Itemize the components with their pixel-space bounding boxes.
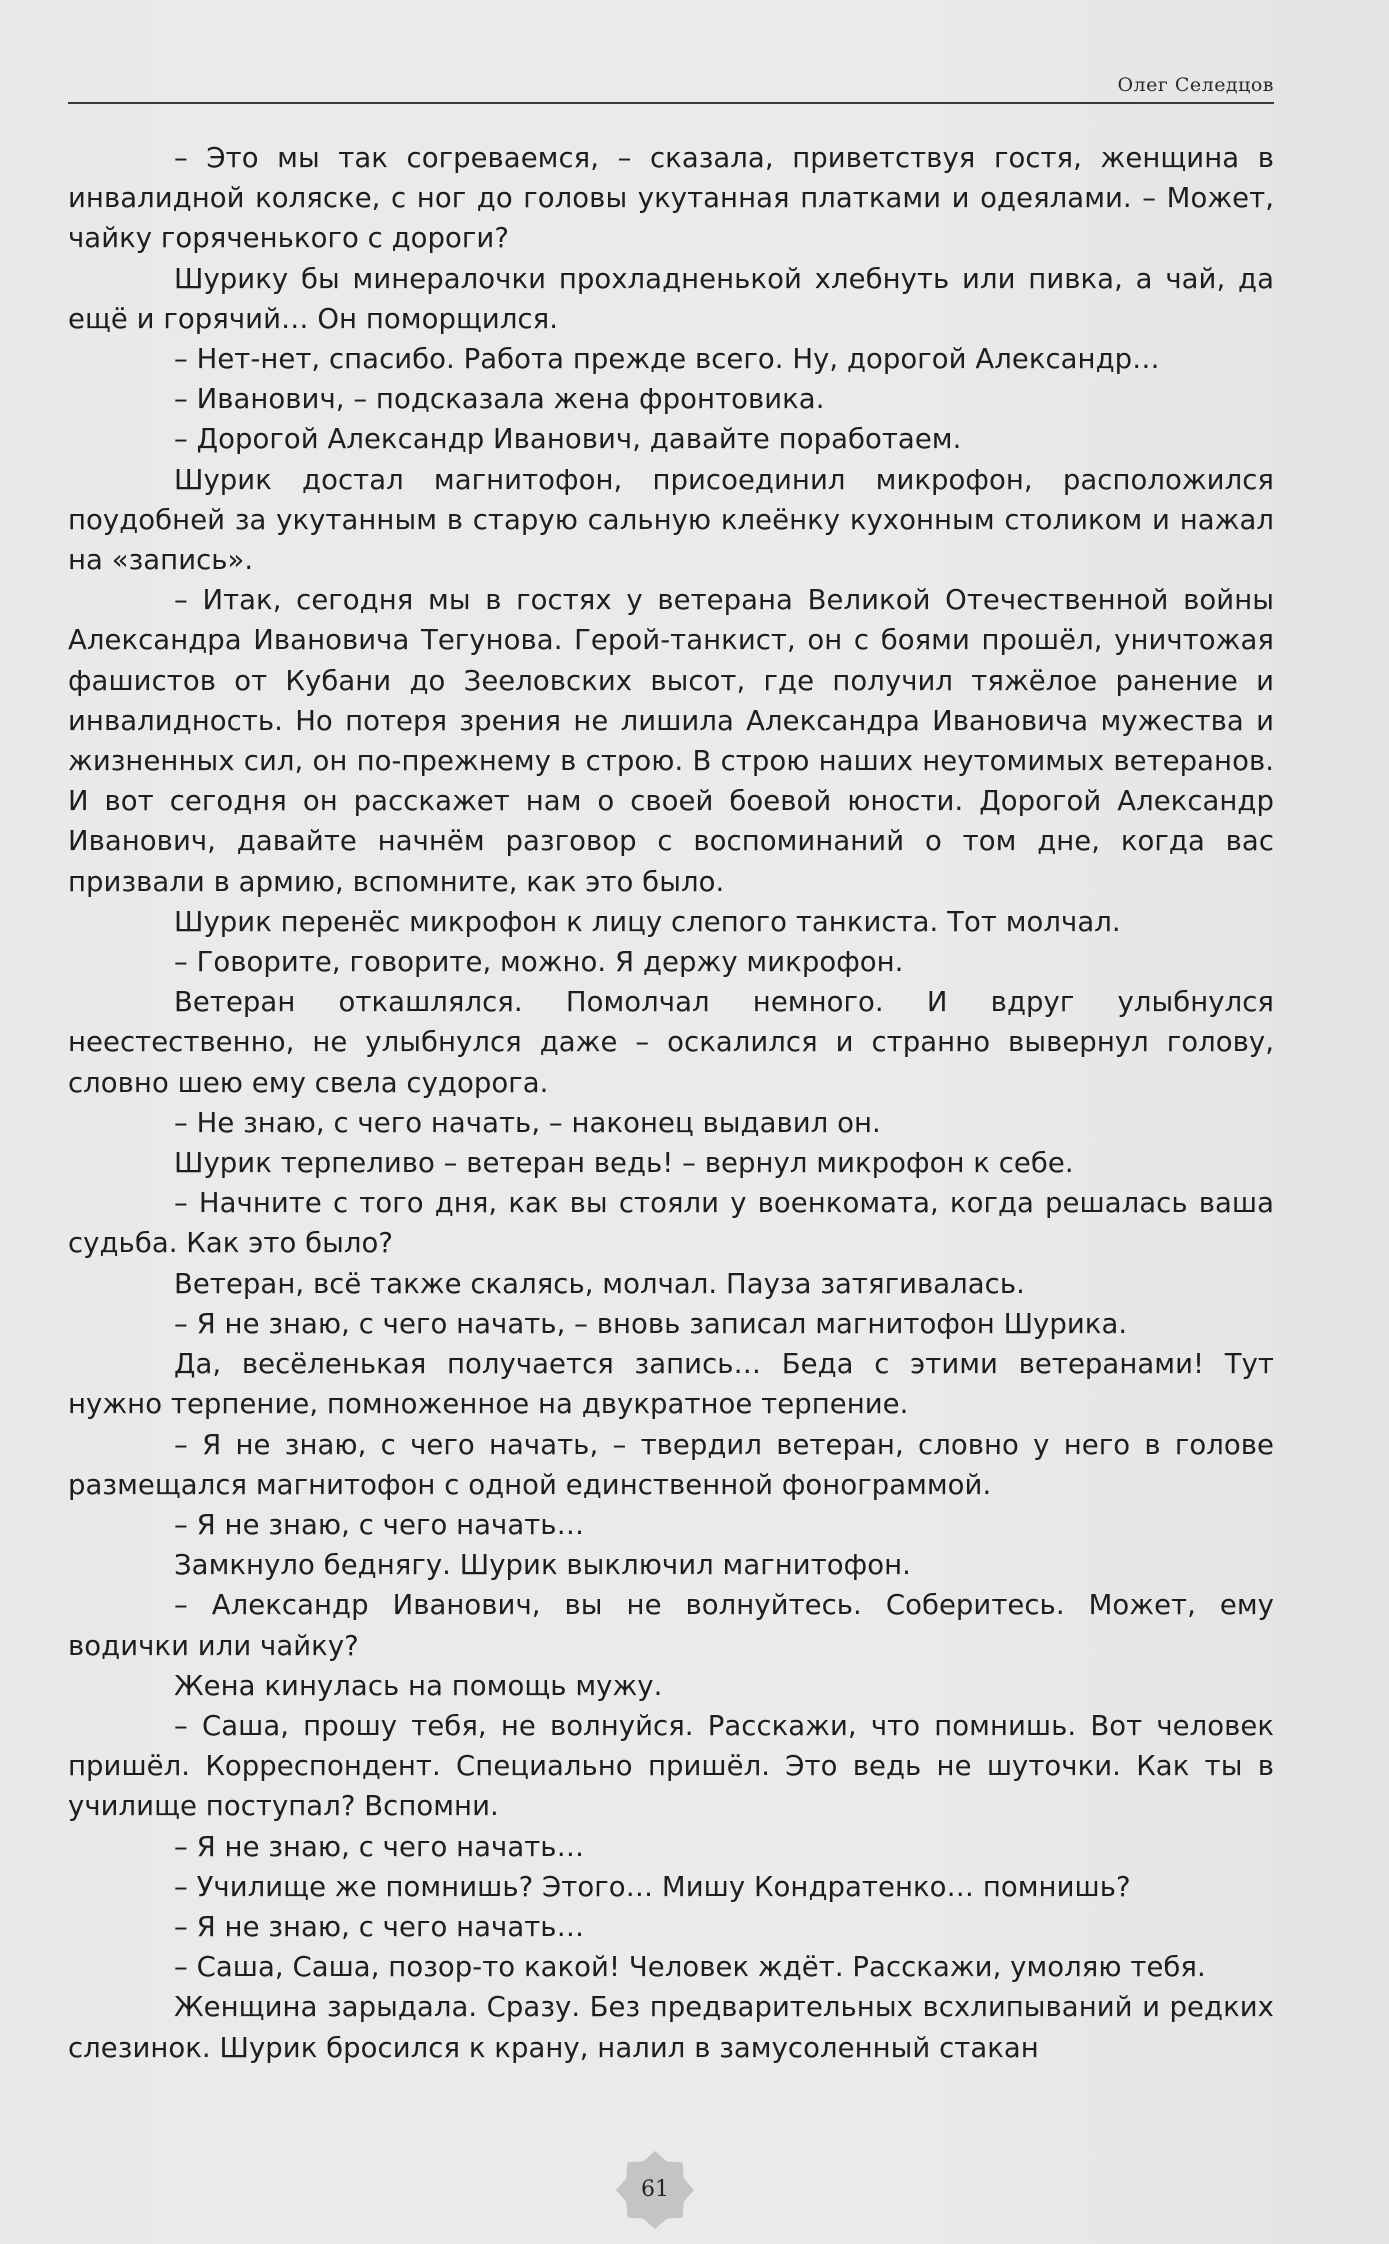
paragraph: – Я не знаю, с чего начать…	[174, 1910, 585, 1943]
paragraph: – Я не знаю, с чего начать, – твердил ветеран, словно у него в голове размещался магнитофон с одной единственной фонограммой.	[68, 1428, 1274, 1501]
body-text	[68, 138, 1274, 2068]
paragraph: – Это мы так согреваемся, – сказала, приветствуя гостя, женщина в инвалидной коляске, с ног до головы укутанная платками и одеялами. – Может, чайку горяченького с дороги?	[68, 142, 1274, 255]
header-rule	[68, 102, 1274, 104]
page-number: 61	[641, 2177, 669, 2202]
paragraph: Шурик терпеливо – ветеран ведь! – вернул микрофон к себе.	[174, 1147, 1074, 1180]
paragraph: – Я не знаю, с чего начать…	[174, 1830, 585, 1863]
paragraph: – Александр Иванович, вы не волнуйтесь. Соберитесь. Может, ему водички или чайку?	[68, 1589, 1274, 1662]
paragraph: Ветеран, всё также скалясь, молчал. Пауза затягивалась.	[174, 1267, 1025, 1300]
paragraph: – Я не знаю, с чего начать, – вновь записал магнитофон Шурика.	[174, 1307, 1128, 1340]
paragraph: Шурик перенёс микрофон к лицу слепого танкиста. Тот молчал.	[174, 905, 1121, 938]
paragraph: – Начните с того дня, как вы стояли у военкомата, когда решалась ваша судьба. Как это было?	[68, 1187, 1274, 1260]
paragraph: – Училище же помнишь? Этого… Мишу Кондратенко… помнишь?	[174, 1870, 1131, 1903]
paragraph: Замкнуло беднягу. Шурик выключил магнитофон.	[174, 1549, 911, 1582]
paragraph: – Саша, Саша, позор-то какой! Человек ждёт. Расскажи, умоляю тебя.	[174, 1951, 1206, 1984]
page-number-badge	[615, 2150, 695, 2230]
paragraph: – Иванович, – подсказала жена фронтовика.	[174, 383, 825, 416]
paragraph: Жена кинулась на помощь мужу.	[174, 1669, 663, 1702]
paragraph: Шурик достал магнитофон, присоединил микрофон, расположился поудобней за укутанным в старую сальную клеёнку кухонным столиком и нажал на «запись».	[68, 463, 1274, 577]
paragraph: – Говорите, говорите, можно. Я держу микрофон.	[174, 946, 904, 979]
paragraph: – Саша, прошу тебя, не волнуйся. Расскажи, что помнишь. Вот человек пришёл. Корреспондент. Специально пришёл. Это ведь не шуточки. Как ты в училище поступал? Вспомни.	[68, 1709, 1274, 1823]
header-author: Олег Селедцов	[1117, 74, 1274, 96]
paragraph: – Нет-нет, спасибо. Работа прежде всего. Ну, дорогой Александр…	[174, 343, 1160, 376]
paragraph: – Дорогой Александр Иванович, давайте поработаем.	[174, 423, 962, 456]
paragraph: – Я не знаю, с чего начать…	[174, 1508, 585, 1541]
paragraph: Шурику бы минералочки прохладненькой хлебнуть или пивка, а чай, да ещё и горячий… Он поморщился.	[68, 262, 1274, 335]
paragraph: Женщина зарыдала. Сразу. Без предварительных всхлипываний и редких слезинок. Шурик бросился к крану, налил в замусоленный стакан	[68, 1991, 1274, 2064]
paragraph: Ветеран откашлялся. Помолчал немного. И вдруг улыбнулся неестественно, не улыбнулся даже – оскалился и странно вывернул голову, словно шею ему свела судорога.	[68, 986, 1274, 1099]
paragraph: – Не знаю, с чего начать, – наконец выдавил он.	[174, 1106, 881, 1139]
running-header	[68, 60, 1274, 104]
paragraph: Да, весёленькая получается запись… Беда с этими ветеранами! Тут нужно терпение, помноженное на двукратное терпение.	[68, 1348, 1274, 1421]
paragraph: – Итак, сегодня мы в гостях у ветерана Великой Отечественной войны Александра Ивановича Тегунова. Герой-танкист, он с боями прошёл, уничтожая фашистов от Кубани до Зееловских высот, где получил тяжёлое ранение и инвалидность. Но потеря зрения не лишила Александра Ивановича мужества и жизненных сил, он по-прежнему в строю. В строю наших неутомимых ветеранов. И вот сегодня он расскажет нам о своей боевой юности. Дорогой Александр Иванович, давайте начнём разговор с воспоминаний о том дне, когда вас призвали в армию, вспомните, как это было.	[68, 584, 1274, 898]
